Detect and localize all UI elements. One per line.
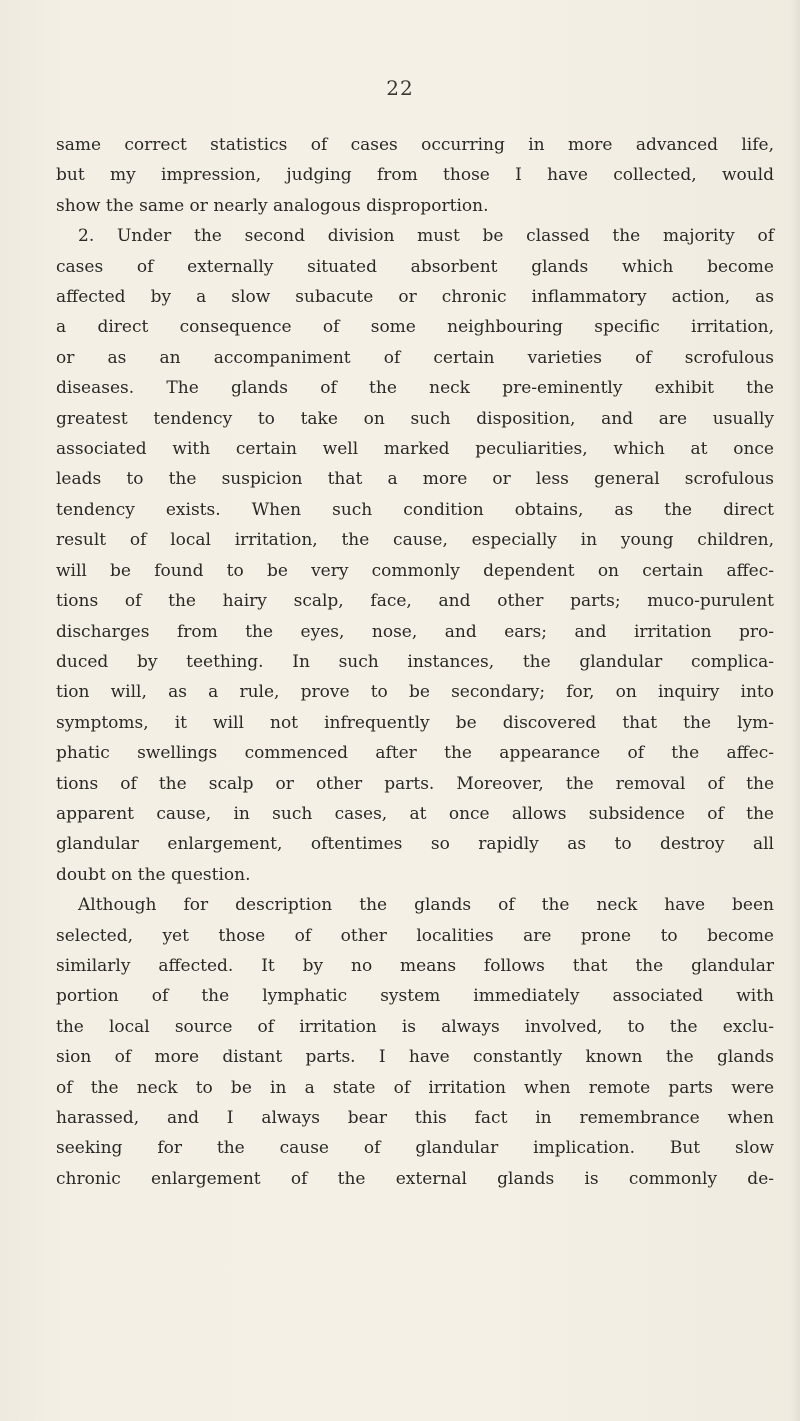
text-line: or as an accompaniment of certain varieties of scrofulous xyxy=(56,347,774,368)
page-number: 22 xyxy=(386,76,414,100)
text-line: diseases. The glands of the neck pre-eminently exhibit the xyxy=(56,378,774,399)
text-line: same correct statistics of cases occurring in more advanced life, xyxy=(56,135,774,155)
text-line: duced by teething. In such instances, the glandular complica- xyxy=(56,651,774,672)
text-line: of the neck to be in a state of irritation when remote parts were xyxy=(56,1077,774,1098)
text-line: affected by a slow subacute or chronic inflammatory action, as xyxy=(56,287,774,308)
text-line: similarly affected. It by no means follows that the glandular xyxy=(56,955,774,976)
text-line: doubt on the question. xyxy=(56,864,251,885)
text-line: seeking for the cause of glandular implication. But slow xyxy=(56,1138,774,1159)
text-line: tendency exists. When such condition obtains, as the direct xyxy=(56,499,774,520)
text-line: will be found to be very commonly dependent on certain affec- xyxy=(56,560,774,581)
text-line: result of local irritation, the cause, especially in young children, xyxy=(56,530,774,551)
text-line: symptoms, it will not infrequently be discovered that the lym- xyxy=(56,712,774,733)
body-text xyxy=(56,130,774,1194)
text-line: portion of the lymphatic system immediately associated with xyxy=(56,986,774,1007)
text-line: glandular enlargement, oftentimes so rapidly as to destroy all xyxy=(56,834,774,855)
text-line: but my impression, judging from those I have collected, would xyxy=(56,165,774,186)
text-line: 2. Under the second division must be classed the majority of xyxy=(78,226,774,247)
text-line: harassed, and I always bear this fact in remembrance when xyxy=(56,1108,774,1128)
text-line: show the same or nearly analogous disproportion. xyxy=(56,195,489,216)
text-line: apparent cause, in such cases, at once allows subsidence of the xyxy=(56,803,774,824)
text-line: a direct consequence of some neighbouring specific irritation, xyxy=(56,317,774,338)
text-line: tions of the hairy scalp, face, and other parts; muco-purulent xyxy=(56,591,774,612)
text-line: phatic swellings commenced after the appearance of the affec- xyxy=(56,743,774,764)
text-line: the local source of irritation is always involved, to the exclu- xyxy=(56,1016,774,1037)
text-line: sion of more distant parts. I have constantly known the glands xyxy=(56,1047,774,1068)
text-line: Although for description the glands of the neck have been xyxy=(78,895,774,916)
text-line: associated with certain well marked peculiarities, which at once xyxy=(56,439,774,460)
text-line: chronic enlargement of the external glands is commonly de- xyxy=(56,1168,774,1189)
text-line: tion will, as a rule, prove to be secondary; for, on inquiry into xyxy=(56,682,774,703)
text-line: leads to the suspicion that a more or less general scrofulous xyxy=(56,469,774,490)
text-line: discharges from the eyes, nose, and ears; and irritation pro- xyxy=(56,621,774,642)
text-line: tions of the scalp or other parts. Moreover, the removal of the xyxy=(56,773,774,794)
page-edge-shadow xyxy=(790,0,800,1421)
text-line: greatest tendency to take on such disposition, and are usually xyxy=(56,408,774,429)
text-line: cases of externally situated absorbent glands which become xyxy=(56,256,774,277)
text-line: selected, yet those of other localities are prone to become xyxy=(56,925,774,946)
